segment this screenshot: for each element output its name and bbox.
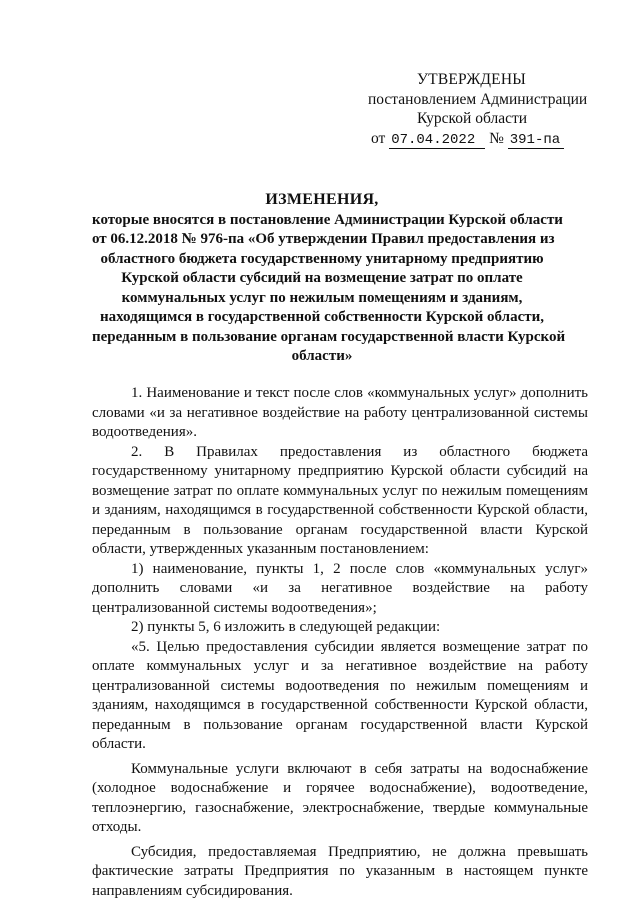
heading-line: находящимся в государственной собственности Курской области, — [99, 309, 545, 325]
date-value: 07.04.2022 — [389, 133, 485, 149]
number-prefix: № — [489, 130, 504, 147]
heading-line: переданным в пользование органам государственной власти Курской — [92, 328, 566, 345]
heading-title: ИЗМЕНЕНИЯ, — [265, 191, 379, 208]
heading-line: от 06.12.2018 № 976-па «Об утверждении Правил предоставления из — [92, 231, 555, 247]
heading-line: коммунальных услуг по нежилым помещениям и зданиям, — [121, 289, 523, 306]
paragraph-item-1: 1. Наименование и текст после слов «коммунальных услуг» дополнить словами «и за негативное воздействие на работу централизованной системы водоотведения». — [92, 385, 588, 440]
paragraph-utilities: Коммунальные услуги включают в себя затраты на водоснабжение (холодное водоснабжение и горячее водоснабжение), водоотведение, теплоэнергию, газоснабжение, электроснабжение, твердые коммунальные отходы. — [92, 760, 588, 835]
number-value: 391-па — [508, 133, 564, 149]
document-heading — [92, 190, 566, 367]
date-prefix: от — [371, 130, 386, 147]
paragraph-subitem-1: 1) наименование, пункты 1, 2 после слов «коммунальных услуг» дополнить словами «и за негативное воздействие на работу централизованной системы водоотведения»; — [92, 560, 588, 616]
paragraph-item-2: 2. В Правилах предоставления из областного бюджета государственному унитарному предприятию Курской области субсидий на возмещение затрат по оплате коммунальных услуг по нежилым помещениям и зданиям, находящимся в государственной собственности Курской области, переданным в пользование органам государственной власти Курской области, утвержденных указанным постановлением: — [92, 443, 588, 557]
approval-title: УТВЕРЖДЕНЫ — [417, 71, 526, 88]
heading-line: области» — [291, 348, 353, 364]
heading-line: которые вносятся в постановление Администрации Курской области — [92, 211, 563, 228]
heading-line: областного бюджета государственному унитарному предприятию — [100, 250, 544, 267]
approval-line-1: постановлением Администрации — [368, 91, 588, 108]
heading-line: Курской области субсидий на возмещение затрат по оплате — [121, 270, 523, 286]
approval-date-number — [371, 129, 564, 149]
paragraph-point-5: «5. Целью предоставления субсидии является возмещение затрат по оплате коммунальных услуг и за негативное воздействие на работу централизованной системы водоотведения по нежилым помещениям и зданиям, находящимся в государственной собственности Курской области, переданным в пользование органам государственной власти Курской области. — [92, 638, 588, 752]
approval-line-2: Курской области — [417, 110, 528, 127]
document-body — [92, 384, 588, 901]
paragraph-subsidy: Субсидия, предоставляемая Предприятию, не должна превышать фактические затраты Предприятия по указанным в настоящем пункте направлениям субсидирования. — [92, 843, 588, 899]
paragraph-subitem-2: 2) пункты 5, 6 изложить в следующей редакции: — [131, 619, 441, 635]
